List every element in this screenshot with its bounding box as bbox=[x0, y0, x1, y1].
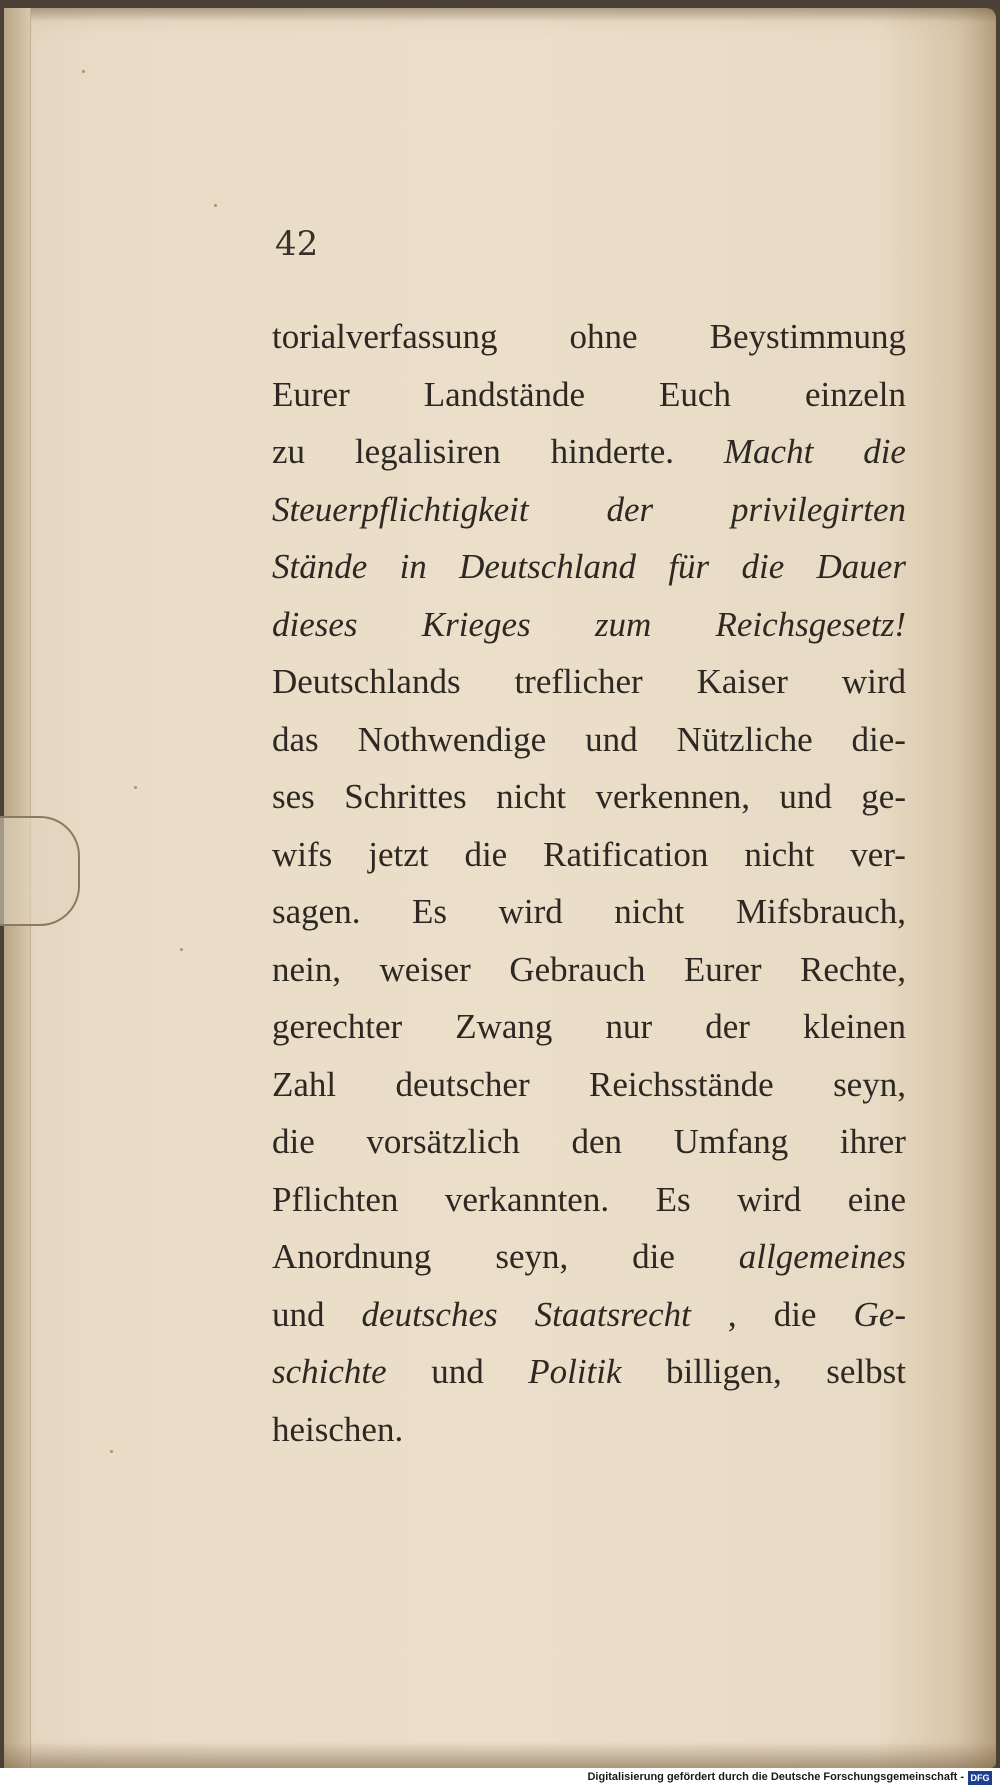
word: zu bbox=[272, 432, 306, 471]
word: Ge- bbox=[853, 1294, 906, 1334]
digitization-footer bbox=[0, 1768, 1000, 1789]
word: Mifsbrauch, bbox=[735, 892, 906, 931]
text-line bbox=[272, 596, 906, 654]
word: Zahl bbox=[272, 1064, 337, 1104]
word: für bbox=[668, 547, 710, 586]
paper-speck bbox=[180, 948, 183, 951]
word: Pflichten bbox=[272, 1179, 399, 1219]
page-bottom-shadow bbox=[4, 1742, 996, 1768]
text-line bbox=[272, 308, 906, 366]
word: ver- bbox=[850, 834, 906, 874]
word: die- bbox=[851, 719, 906, 759]
word: Reichsstände bbox=[589, 1064, 774, 1104]
word: einzeln bbox=[804, 374, 906, 414]
word: Es bbox=[412, 892, 448, 931]
word: nur bbox=[605, 1007, 653, 1046]
word: in bbox=[399, 547, 427, 586]
text-line bbox=[272, 1171, 906, 1229]
text-line bbox=[272, 883, 906, 941]
word: nicht bbox=[496, 777, 567, 816]
word: wird bbox=[737, 1179, 802, 1219]
word: Schrittes bbox=[344, 777, 467, 816]
text-line bbox=[272, 653, 906, 711]
text-line bbox=[272, 768, 906, 826]
text-line bbox=[272, 941, 906, 999]
page-number: 42 bbox=[275, 224, 319, 264]
word: schichte bbox=[272, 1352, 387, 1391]
text-line bbox=[272, 1056, 906, 1114]
word: die bbox=[863, 432, 906, 471]
word: ge- bbox=[861, 777, 906, 816]
text-line bbox=[272, 538, 906, 596]
word: Steuerpflichtigkeit bbox=[272, 489, 529, 529]
word: Eurer bbox=[272, 374, 350, 414]
text-line bbox=[272, 998, 906, 1056]
word: und bbox=[431, 1352, 484, 1391]
paper-speck bbox=[82, 70, 85, 73]
text-line bbox=[272, 481, 906, 539]
word: der bbox=[705, 1007, 750, 1046]
word: Dauer bbox=[816, 547, 906, 586]
word: Landstände bbox=[423, 374, 586, 414]
word: Eurer bbox=[683, 949, 762, 989]
word: allgemeines bbox=[738, 1237, 906, 1276]
word: Nützliche bbox=[676, 719, 813, 759]
word: dieses bbox=[272, 604, 358, 644]
word: heischen. bbox=[272, 1409, 404, 1449]
text-line bbox=[272, 366, 906, 424]
word: und bbox=[585, 719, 638, 759]
paper-speck bbox=[214, 204, 217, 207]
word: gerechter bbox=[272, 1007, 403, 1046]
word: hinderte. bbox=[550, 432, 675, 471]
word: nicht bbox=[614, 892, 685, 931]
paper-speck bbox=[110, 1450, 113, 1453]
paper-speck bbox=[134, 786, 137, 789]
word: Politik bbox=[528, 1352, 622, 1391]
word: legalisiren bbox=[354, 432, 501, 471]
word: Staatsrecht bbox=[534, 1294, 691, 1334]
word: zum bbox=[594, 604, 652, 644]
word: ihrer bbox=[839, 1122, 906, 1161]
word: Beystimmung bbox=[709, 317, 906, 356]
word: und bbox=[779, 777, 832, 816]
word: eine bbox=[847, 1179, 906, 1219]
word: die bbox=[464, 834, 508, 874]
word: seyn, bbox=[495, 1237, 569, 1276]
word: deutsches bbox=[361, 1294, 498, 1334]
word: Deutschland bbox=[459, 547, 637, 586]
text-line bbox=[272, 423, 906, 481]
word: verkennen, bbox=[595, 777, 750, 816]
dfg-logo: DFG bbox=[968, 1771, 992, 1785]
word: Macht bbox=[723, 432, 814, 471]
word: die bbox=[632, 1237, 675, 1276]
word: billigen, bbox=[666, 1352, 782, 1391]
text-line bbox=[272, 1113, 906, 1171]
funding-credit: Digitalisierung gefördert durch die Deutsche Forschungsgemeinschaft - bbox=[587, 1771, 964, 1783]
word: kleinen bbox=[802, 1007, 906, 1046]
word: die bbox=[272, 1122, 315, 1161]
word: Deutschlands bbox=[272, 662, 461, 701]
word: privilegirten bbox=[731, 489, 906, 529]
text-line bbox=[272, 826, 906, 884]
text-line bbox=[272, 1343, 906, 1401]
word: Es bbox=[655, 1179, 691, 1219]
word: Reichsgesetz! bbox=[715, 604, 906, 644]
text-line bbox=[272, 1286, 906, 1344]
text-line bbox=[272, 1228, 906, 1286]
word: Gebrauch bbox=[509, 949, 646, 989]
word: selbst bbox=[826, 1352, 906, 1391]
word: den bbox=[571, 1122, 623, 1161]
word: Anordnung bbox=[272, 1237, 432, 1276]
paper-page bbox=[4, 8, 996, 1768]
word: vorsätzlich bbox=[366, 1122, 520, 1161]
word: Ratification bbox=[543, 834, 709, 874]
word: Zwang bbox=[455, 1007, 553, 1046]
word: der bbox=[606, 489, 654, 529]
text-line bbox=[272, 1401, 906, 1459]
word: sagen. bbox=[272, 892, 361, 931]
word: Krieges bbox=[421, 604, 531, 644]
word: und bbox=[272, 1294, 325, 1334]
word: ses bbox=[272, 777, 315, 816]
word: die bbox=[741, 547, 785, 586]
word: weiser bbox=[379, 949, 471, 989]
page-clip-mark bbox=[0, 816, 80, 926]
word: wird bbox=[841, 662, 906, 701]
word: ohne bbox=[569, 317, 638, 356]
word: jetzt bbox=[368, 834, 429, 874]
word: Stände bbox=[272, 547, 368, 586]
word: wifs bbox=[272, 834, 333, 874]
word: treflicher bbox=[514, 662, 643, 701]
text-line bbox=[272, 711, 906, 769]
word: , bbox=[727, 1294, 737, 1334]
word: Euch bbox=[659, 374, 731, 414]
word: verkannten. bbox=[444, 1179, 610, 1219]
word: seyn, bbox=[833, 1064, 906, 1104]
word: nein, bbox=[272, 949, 342, 989]
page-top-shadow bbox=[4, 8, 996, 22]
word: das bbox=[272, 719, 319, 759]
word: torialverfassung bbox=[272, 317, 498, 356]
word: Kaiser bbox=[696, 662, 788, 701]
body-text bbox=[272, 308, 906, 1458]
word: wird bbox=[498, 892, 563, 931]
word: Rechte, bbox=[800, 949, 906, 989]
word: Nothwendige bbox=[357, 719, 547, 759]
word: deutscher bbox=[395, 1064, 530, 1104]
word: die bbox=[773, 1294, 817, 1334]
word: Umfang bbox=[673, 1122, 789, 1161]
word: nicht bbox=[744, 834, 815, 874]
